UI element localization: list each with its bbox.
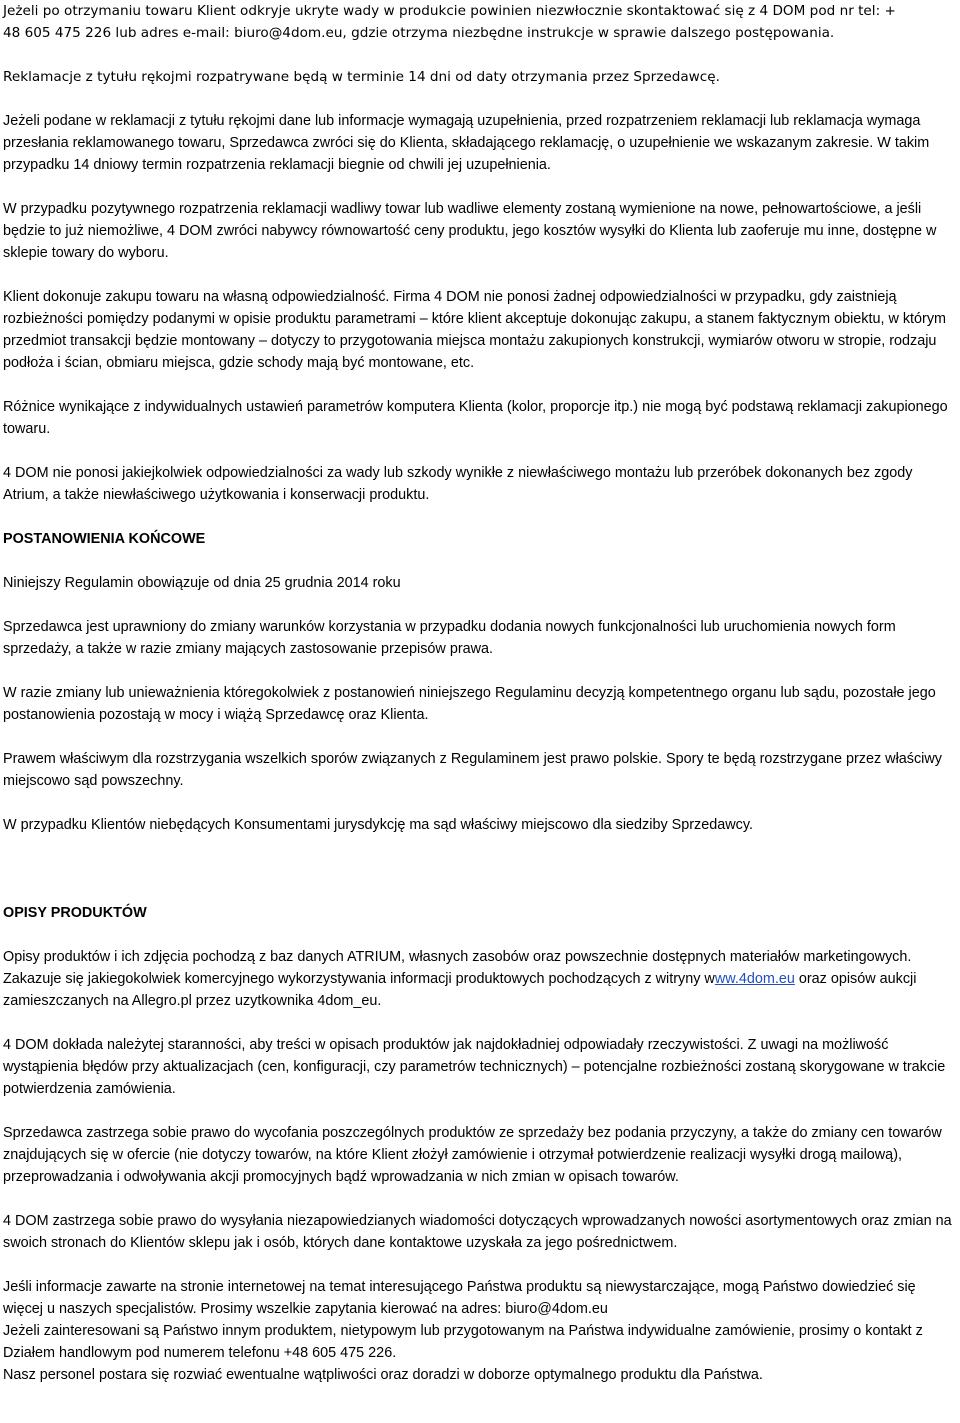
paragraph-color-differences: Różnice wynikające z indywidualnych ustawień parametrów komputera Klienta (kolor, proporcje itp.) nie mogą być podstawą reklamacji zakupionego towaru. [3,399,948,437]
paragraph-hidden-defects [3,0,955,44]
paragraph-descriptions-source [3,946,955,1012]
paragraph-withdrawal: Sprzedawca zastrzega sobie prawo do wycofania poszczególnych produktów ze sprzedaży bez podania przyczyny, a także do zmiany cen towarów znajdujących się w ofercie (nie dotyczy towarów, na które Klient złożył zamówienie i otrzymał potwierdzenie realizacji wysyłki drogą mailową), przeprowadzania i odwoływania akcji promocyjnych bądź wprowadzania w nich zmian w opisach towarów. [3,1125,942,1185]
paragraph-terms-changes: Sprzedawca jest uprawniony do zmiany warunków korzystania w przypadku dodania nowych funkcjonalności lub uruchomienia nowych form sprzedaży, a także w razie zmiany mających zastosowanie przepisów prawa. [3,619,896,657]
descriptions-source-text-end: oraz opisów aukcji zamieszczanych na Allegro.pl przez uzytkownika 4dom_eu. [3,971,917,1009]
paragraph-invalidation: W razie zmiany lub unieważnienia któregokolwiek z postanowień niniejszego Regulaminu decyzją kompetentnego organu lub sądu, pozostałe jego postanowienia pozostają w mocy i wiążą Sprzedawcę oraz Klienta. [3,685,936,723]
paragraph-complaint-completion: Jeżeli podane w reklamacji z tytułu rękojmi dane lub informacje wymagają uzupełnienia, przed rozpatrzeniem reklamacji lub reklamacja wymaga przesłania reklamowanego towaru, Sprzedawca zwróci się do Klienta, składającego reklamację, o uzupełnienie we wskazanym zakresie. W takim przypadku 14 dniowy termin rozpatrzenia reklamacji biegnie od chwili jej uzupełnienia. [3,113,930,173]
document-body [3,0,955,1386]
paragraph-accuracy: 4 DOM dokłada należytej staranności, aby treści w opisach produktów jak najdokładniej odpowiadały rzeczywistości. Z uwagi na możliwość wystąpienia błędów przy aktualizacjach (cen, konfiguracji, czy parametrów technicznych) – potencjalne rozbieżności zostaną skorygowane w trakcie potwierdzenia zamówienia. [3,1037,946,1097]
paragraph-own-responsibility: Klient dokonuje zakupu towaru na własną odpowiedzialność. Firma 4 DOM nie ponosi żadnej odpowiedzialności w przypadku, gdy zaistnieją rozbieżności pomiędzy podanymi w opisie produktu parametrami – które klient akceptuje dokonując zakupu, a stanem faktycznym obiektu, w którym przedmiot transakcji będzie montowany – dotyczy to przygotowania miejsca montażu zakupionych konstrukcji, wymiarów otworu w stropie, rodzaju podłoża i ścian, obmiaru miejsca, gdzie schody mają być montowane, etc. [3,289,947,371]
paragraph-effective-date: Niniejszy Regulamin obowiązuje od dnia 25 grudnia 2014 roku [3,575,401,591]
website-link[interactable]: ww.4dom.eu [714,971,795,987]
paragraph-jurisdiction: W przypadku Klientów niebędących Konsumentami jurysdykcję ma sąd właściwy miejscowo dla siedziby Sprzedawcy. [3,817,753,833]
paragraph-positive-complaint: W przypadku pozytywnego rozpatrzenia reklamacji wadliwy towar lub wadliwe elementy zostaną wymienione na nowe, pełnowartościowe, a jeśli będzie to już niemożliwe, 4 DOM zwróci nabywcy równowartość ceny produktu, jego kosztów wysyłki do Klienta lub zaoferuje mu inne, dostępne w sklepie towary do wyboru. [3,201,937,261]
contact-line-2: Jeżeli zainteresowani są Państwo innym produktem, nietypowym lub przygotowanym na Państwa indywidualne zamówienie, prosimy o kontakt z Działem handlowym pod numerem telefonu +48 605 475 226. [3,1323,923,1361]
heading-final-provisions: POSTANOWIENIA KOŃCOWE [3,531,206,547]
contact-line-1: Jeśli informacje zawarte na stronie internetowej na temat interesującego Państwa produktu są niewystarczające, mogą Państwo dowiedzieć się więcej u naszych specjalistów. Prosimy wszelkie zapytania kierować na adres: biuro@4dom.eu [3,1279,916,1317]
paragraph-no-liability: 4 DOM nie ponosi jakiejkolwiek odpowiedzialności za wady lub szkody wynikłe z niewłaściwego montażu lub przeróbek dokonanych bez zgody Atrium, a także niewłaściwego użytkowania i konserwacji produktu. [3,465,913,503]
paragraph-governing-law: Prawem właściwym dla rozstrzygania wszelkich sporów związanych z Regulaminem jest prawo polskie. Spory te będą rozstrzygane przez właściwy miejscowo sąd powszechny. [3,751,942,789]
heading-product-descriptions: OPISY PRODUKTÓW [3,905,147,921]
paragraph-complaint-term: Reklamacje z tytułu rękojmi rozpatrywane będą w terminie 14 dni od daty otrzymania przez Sprzedawcę. [3,69,720,85]
paragraph-contact [3,1276,955,1386]
paragraph-notifications: 4 DOM zastrzega sobie prawo do wysyłania niezapowiedzianych wiadomości dotyczących wprowadzanych nowości asortymentowych oraz zmian na swoich stronach do Klientów sklepu jak i osób, których dane kontaktowe uzyskała za jego pośrednictwem. [3,1213,952,1251]
descriptions-source-text: Opisy produktów i ich zdjęcia pochodzą z baz danych ATRIUM, własnych zasobów oraz powszechnie dostępnych materiałów marketingowych. Zakazuje się jakiegokolwiek komercyjnego wykorzystywania informacji produktowych pochodzących z witryny w [3,949,912,987]
paragraph-hidden-defects-line2: 48 605 475 226 lub adres e-mail: biuro@4dom.eu, gdzie otrzyma niezbędne instrukcje w sprawie dalszego postępowania. [3,25,835,41]
contact-line-3: Nasz personel postara się rozwiać ewentualne wątpliwości oraz doradzi w doborze optymalnego produktu dla Państwa. [3,1367,763,1383]
paragraph-hidden-defects-line1: Jeżeli po otrzymaniu towaru Klient odkryje ukryte wady w produkcie powinien niezwłocznie skontaktować się z 4 DOM pod nr tel: + [3,3,896,19]
